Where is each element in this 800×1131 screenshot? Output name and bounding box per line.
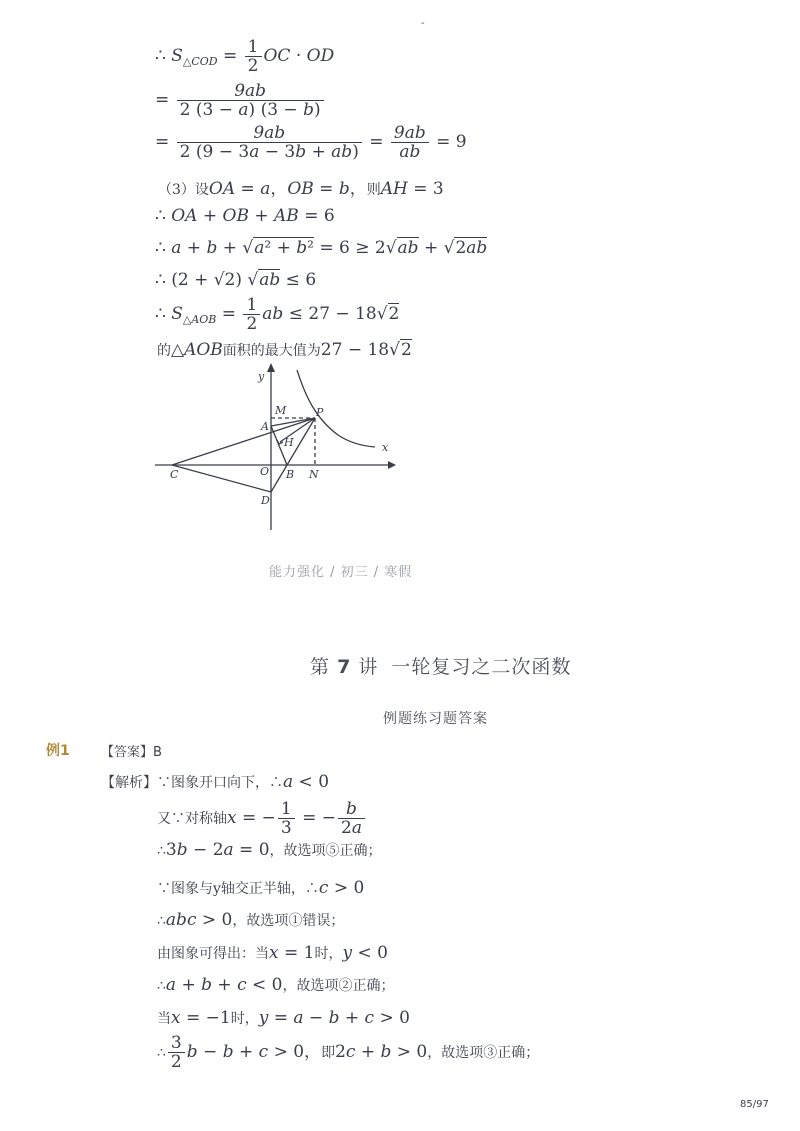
analysis-line-7: ∴a + b + c < 0，故选项②正确； — [157, 975, 395, 995]
analysis-line-1: 【解析】∵图象开口向下，∴a < 0 — [101, 772, 330, 792]
analysis-note-9: ，故选项③正确； — [427, 1045, 540, 1061]
analysis-text-6: 由图象可得出：当 — [157, 946, 269, 962]
label-b: B — [286, 468, 295, 481]
part3-label: （3）设 — [158, 182, 209, 198]
label-y: y — [258, 370, 265, 383]
analysis-line-3: ∴3b − 2a = 0，故选项⑤正确； — [157, 840, 382, 860]
x-axis-arrow — [388, 461, 396, 469]
lecture-title — [310, 652, 571, 679]
formula-step-2: = $\frac{9ab}{2 (3 - a) (3 - b)}$ — [155, 82, 326, 119]
analysis-text-9: ∴ — [157, 1045, 166, 1061]
analysis-text-4: ∵图象与y轴交正半轴，∴ — [157, 881, 319, 897]
lecture-num: 7 — [337, 656, 352, 678]
hyperbola-curve — [297, 370, 375, 447]
page-number: 85/97 — [740, 1099, 769, 1110]
analysis-note-6: 时， — [314, 946, 343, 962]
conclusion-prefix: 的 — [157, 343, 171, 359]
section-subtitle: 例题练习题答案 — [383, 711, 488, 727]
analysis-line-9: ∴ $\frac{3}{2}$ b − b + c > 0，即2c + b > 0，故选项③正确； — [157, 1033, 540, 1072]
answer-line — [101, 741, 162, 760]
label-n: N — [309, 468, 319, 481]
formula-sum: ∴ OA + OB + AB = 6 — [155, 206, 335, 226]
label-d: D — [261, 494, 270, 507]
answer-tag: 【答案】 — [101, 745, 154, 760]
analysis-line-2: 又∵对称轴x = − $\frac{1}{3}$ = − $\frac{b}{2a}$ — [157, 800, 367, 837]
formula-step-3: = $\frac{9ab}{2 (9 - 3a - 3b + ab)}$ = $\frac{9ab}{ab}$ = 9 — [155, 123, 467, 162]
formula-conclusion: 的△AOB面积的最大值为27 − 18√2 — [157, 340, 412, 360]
label-c: C — [170, 468, 179, 481]
conclusion-mid: 面积的最大值为 — [222, 343, 321, 359]
formula-inequality-1: ∴ a + b + √a² + b² = 6 ≥ 2√ab + √2ab — [155, 238, 488, 258]
part3-setup: （3）设OA = a，OB = b，则AH = 3 — [158, 179, 444, 199]
answer-value: B — [153, 745, 162, 760]
page-footer: 能力强化 / 初三 / 寒假 — [269, 565, 413, 580]
analysis-text-3: ∴ — [157, 843, 166, 859]
header-mark: - — [421, 18, 425, 29]
formula-area-cod: ∴ $S_{\triangle COD}$ = $\frac{1}{2}$ OC · OD — [155, 37, 335, 76]
analysis-line-6: 由图象可得出：当x = 1时，y < 0 — [157, 943, 388, 963]
analysis-text-1: ∵图象开口向下，∴ — [157, 775, 283, 791]
lecture-name: 一轮复习之二次函数 — [391, 656, 572, 678]
analysis-mid-9: 即 — [321, 1045, 336, 1061]
analysis-text-7: ∴ — [157, 978, 166, 994]
analysis-note-3: ，故选项⑤正确； — [269, 843, 382, 859]
analysis-line-5: ∴abc > 0，故选项①错误； — [157, 910, 345, 930]
analysis-line-8: 当x = −1时，y = a − b + c > 0 — [157, 1008, 410, 1028]
formula-area-aob: ∴ $S_{\triangle AOB}$ = $\frac{1}{2}$ ab ≤ 27 − 18√2 — [155, 295, 400, 334]
y-axis-arrow — [267, 363, 275, 372]
analysis-text-8: 当 — [157, 1011, 171, 1027]
label-a: A — [261, 420, 269, 433]
label-m: M — [275, 404, 287, 417]
example-label: 例1 — [46, 743, 70, 759]
lecture-num-prefix: 第 — [310, 656, 331, 678]
analysis-line-4: ∵图象与y轴交正半轴，∴c > 0 — [157, 878, 365, 898]
part3-tail: 则 — [366, 182, 381, 198]
geometry-figure — [150, 360, 400, 535]
analysis-text-2: 又∵对称轴 — [157, 811, 227, 827]
segment-cd — [172, 465, 271, 492]
label-x: x — [382, 441, 389, 454]
label-p: P — [316, 406, 324, 419]
analysis-note-7: ，故选项②正确； — [282, 978, 395, 994]
formula-inequality-2: ∴ (2 + √2) √ab ≤ 6 — [155, 270, 317, 290]
analysis-tag: 【解析】 — [101, 775, 157, 791]
label-h: H — [284, 436, 294, 449]
label-o: O — [260, 465, 270, 478]
analysis-text-5: ∴ — [157, 913, 166, 929]
analysis-note-8: 时， — [230, 1011, 259, 1027]
analysis-note-5: ，故选项①错误； — [232, 913, 345, 929]
lecture-num-suffix: 讲 — [358, 656, 379, 678]
